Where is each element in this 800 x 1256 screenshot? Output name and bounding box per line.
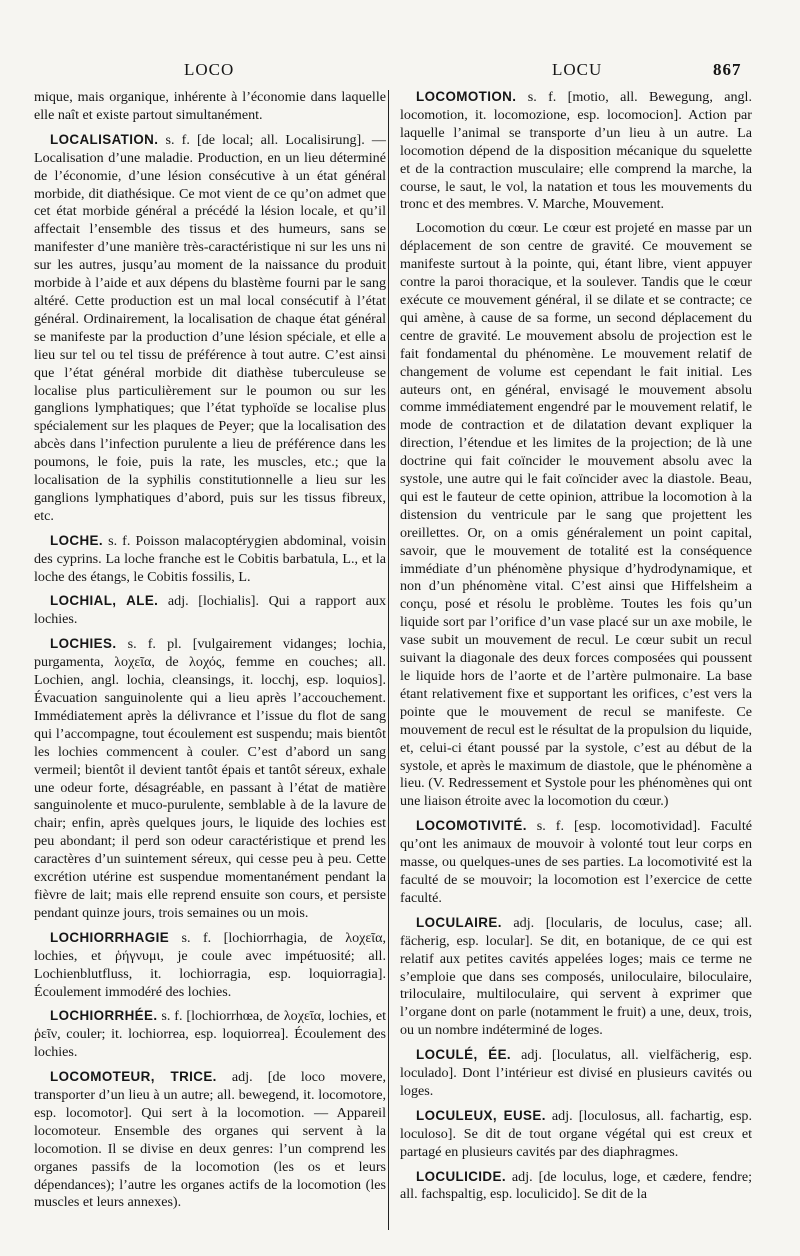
entry-lochial <box>34 592 386 629</box>
definition: s. f. [de local; all. Localisirung]. — Localisation d’une maladie. Production, en un lieu déterminé de l’économie, d’une lésion consécutive à un état général morbide, dit diathésique. Ce mot vient de ce qu’on admet que cet état morbide général a précédé la lésion locale, et qu’il affectait l’ensemble des tissus et des humeurs, sans se manifester d’une manière très-caractéristique ni sur les uns ni sur les autres, jusqu’au moment de la naissance du produit morbide à l’aide et aux dépens du blastème fourni par le sang altéré. Cette production est un mal local consécutif à l’état général. Ordinairement, la localisation de chaque état général se manifeste par la production d’une lésion spéciale, et elle a lieu sur tel ou tel tissu de préférence à tout autre. C’est ainsi que l’état général morbide dit diathèse tuberculeuse se localise plus particulièrement sur le poumon ou sur les ganglions lymphatiques; que l’état typhoïde se localise plus spécialement sur les plaques de Peyer; que la localisation des abcès dans l’infection purulente a lieu de préférence dans les poumons, le foie, puis la rate, les muscles, etc.; que la localisation de la syphilis constitutionnelle a lieu sur les ganglions lymphatiques d’abord, puis sur les tissus fibreux, etc. <box>34 131 386 524</box>
definition: s. f. pl. [vulgairement vidanges; lochia, purgamenta, λοχεῖα, de λοχός, femme en couches; all. Lochien, angl. lochia, cleansings, it. locchj, esp. loquios]. Évacuation sanguinolente qui a lieu après l’accouchement. Immédiatement après la délivrance et l’issue du flot de sang qui l’accompagne, tout écoulement est suspendu; mais bientôt les lochies commencent à couler. C’est d’abord un sang vermeil; bientôt il devient tantôt épais et tantôt séreux, exhale une odeur forte, désagréable, en passant à l’état de matière sanguinolente et muco-purulente, semblable à de la lavure de chair; enfin, après quelques jours, le liquide des lochies est peu abondant; il perd son odeur caractéristique et prend les caractères d’un suintement séreux, qui cesse peu à peu. Cette excrétion utérine est suspendue momentanément pendant la fièvre de lait; mais elle reprend ensuite son cours, et persiste pendant quinze jours, trois semaines ou un mois. <box>34 636 386 921</box>
entry-loculicide <box>400 1168 752 1205</box>
definition: adj. [lochialis]. Qui a rapport aux lochies. <box>34 593 386 628</box>
headword: LOCULICIDE. <box>416 1168 506 1184</box>
entry-localisation <box>34 131 386 526</box>
headword: LOCULAIRE. <box>416 914 502 930</box>
entry-locomotion <box>400 88 752 214</box>
entry-lochiorrhee <box>34 1007 386 1062</box>
running-head-center: LOCU <box>552 60 603 79</box>
entry-loculeux <box>400 1107 752 1162</box>
entry-continuation: mique, mais organique, inhérente à l’économie dans laquelle elle naît et existe partout simultanément. <box>34 89 386 123</box>
definition: s. f. [motio, all. Bewegung, angl. locomotion, it. locomozione, esp. locomocion]. Action par laquelle l’animal se transporte d’un lieu à un autre. La locomotion dépend de la disposition mécanique du squelette et de la contraction musculaire; elle comprend la marche, la course, le saut, le vol, la natation et tous les mouvements du tronc et des membres. V. Marche, Mouvement. <box>400 89 752 213</box>
headword: LOCHIAL, ALE. <box>50 593 159 609</box>
column-divider <box>388 90 389 1230</box>
definition: adj. [locularis, de loculus, case; all. fächerig, esp. locular]. Se dit, en botanique, de ce qui est relatif aux petites cavités appelées loges; mais ce terme ne s’emploie que dans ses composés, uniloculaire, biloculaire, triloculaire, multiloculaire, qui servent à exprimer que l’organe dont on parle (notamment le fruit) a une, deux, trois, ou un nombre indéterminé de loges. <box>400 914 752 1039</box>
headword: LOCOMOTEUR, TRICE. <box>50 1069 217 1085</box>
headword: LOCHIES. <box>50 636 117 652</box>
definition: adj. [loculosus, all. fachartig, esp. loculoso]. Se dit de tout organe végétal qui est creux et partagé en plusieurs cavités par des diaphragmes. <box>400 1107 752 1160</box>
definition: s. f. [lochiorrhœa, de λοχεῖα, lochies, et ῥεῖν, couler; it. lochiorrea, esp. loquiorrea]. Écoulement des lochies. <box>34 1008 386 1061</box>
entry-locomoteur <box>34 1068 386 1212</box>
page-number: 867 <box>713 60 742 79</box>
running-head-left: LOCO <box>184 60 235 79</box>
headword: LOCHIORRHAGIE <box>50 929 170 945</box>
headword: LOCHE. <box>50 532 103 548</box>
definition: Locomotion du cœur. Le cœur est projeté en masse par un déplacement de son centre de gravité. Ce mouvement se manifeste surtout à la pointe, qui, étant libre, vient appuyer contre la paroi thoracique, et la soulever. Tandis que le cœur exécute ce mouvement général, il se dilate et se contracte; ce qui amène, à cause de sa forme, un second déplacement du centre de gravité. Le mouvement absolu de projection est le fait fondamental du phénomène. Le mouvement relatif de changement de volume est cependant le fait initial. Les auteurs ont, en général, envisagé le mouvement absolu comme immédiatement engendré par le mouvement relatif, le mode de contraction et de dilatation devant expliquer la direction, l’étendue et les limites de la projection; de là une doctrine qui fait coïncider le mouvement absolu avec la systole, une autre qui le fait coïncider avec la diastole. Beau, qui est le fauteur de cette opinion, attribue la locomotion à la distension du ventricule par le sang que projettent les oreillettes. Or, on a omis généralement un point capital, savoir, que le mouvement de totalité est la conséquence immédiate d’un phénomène physique d’hydrodynamique, et non d’un phénomène vital. C’est ainsi que Hiffelsheim a conçu, posé et résolu le problème. Toutes les fois qu’un liquide sort par l’orifice d’un vase placé sur un axe mobile, le vase subit un mouvement de recul. Le cœur subit un recul suivant la diagonale des deux forces composées qui poussent le liquide hors de l’aorte et de l’artère pulmonaire. La base étant relativement fixe et supportant les orifices, c’est vers la pointe que le mouvement de recul se manifeste. Ce mouvement de recul est le résultat de la propulsion du liquide, et, celui-ci étant poussé par la systole, c’est au début de la systole, et après le maximum de diastole, que le phénomène a lieu. (V. Redressement et Systole pour les phénomènes qui ont une liaison étroite avec la locomotion du cœur.) <box>400 220 752 810</box>
definition: s. f. Poisson malacoptérygien abdominal, voisin des cyprins. La loche franche est le Cobitis barbatula, L., et la loche des étangs, le Cobitis fossilis, L. <box>34 532 386 585</box>
headword: LOCULEUX, EUSE. <box>416 1107 546 1123</box>
definition: s. f. [lochiorrhagia, de λοχεῖα, lochies, et ῥήγνυμι, je coule avec impétuosité; all. Lochienblutfluss, it. lochiorragia, esp. loquiorragia]. Écoulement immodéré des lochies. <box>34 929 386 1000</box>
running-head <box>0 60 800 86</box>
definition: s. f. [esp. locomotividad]. Faculté qu’ont les animaux de mouvoir à volonté tout leur corps en masse, ou quelques-unes de ses parties. La locomotivité est la faculté de se mouvoir; la locomotion est l’exercice de cette faculté. <box>400 818 752 906</box>
definition: adj. [loculatus, all. vielfächerig, esp. loculado]. Dont l’intérieur est divisé en plusieurs cavités ou loges. <box>400 1047 752 1099</box>
entry-locule <box>400 1046 752 1101</box>
entry-locomotivite <box>400 817 752 908</box>
definition: adj. [de loco movere, transporter d’un lieu à un autre; all. bewegend, it. locomotore, esp. locomotor]. Qui sert à la locomotion. — Appareil locomoteur. Ensemble des organes qui servent à la locomotion. Il se divise en deux genres: l’un comprend les organes passifs de la locomotion (les os et leurs dépendances); l’autre les organes actifs de la locomotion (les muscles et leurs annexes). <box>34 1069 386 1211</box>
headword: LOCOMOTION. <box>416 89 517 104</box>
entry-loche <box>34 532 386 587</box>
headword: LOCHIORRHÉE. <box>50 1008 158 1024</box>
entry-lochiorrhagie <box>34 929 386 1002</box>
right-column <box>400 88 752 1210</box>
definition: adj. [de loculus, loge, et cædere, fendre; all. fachspaltig, esp. loculicido]. Se dit de la <box>400 1168 752 1203</box>
entry-locomotion-du-coeur <box>400 220 752 811</box>
entry-loculaire <box>400 914 752 1040</box>
headword: LOCULÉ, ÉE. <box>416 1047 512 1063</box>
headword: LOCOMOTIVITÉ. <box>416 818 527 834</box>
entry-lochies <box>34 635 386 923</box>
left-column <box>34 88 386 1218</box>
headword: LOCALISATION. <box>50 131 159 147</box>
